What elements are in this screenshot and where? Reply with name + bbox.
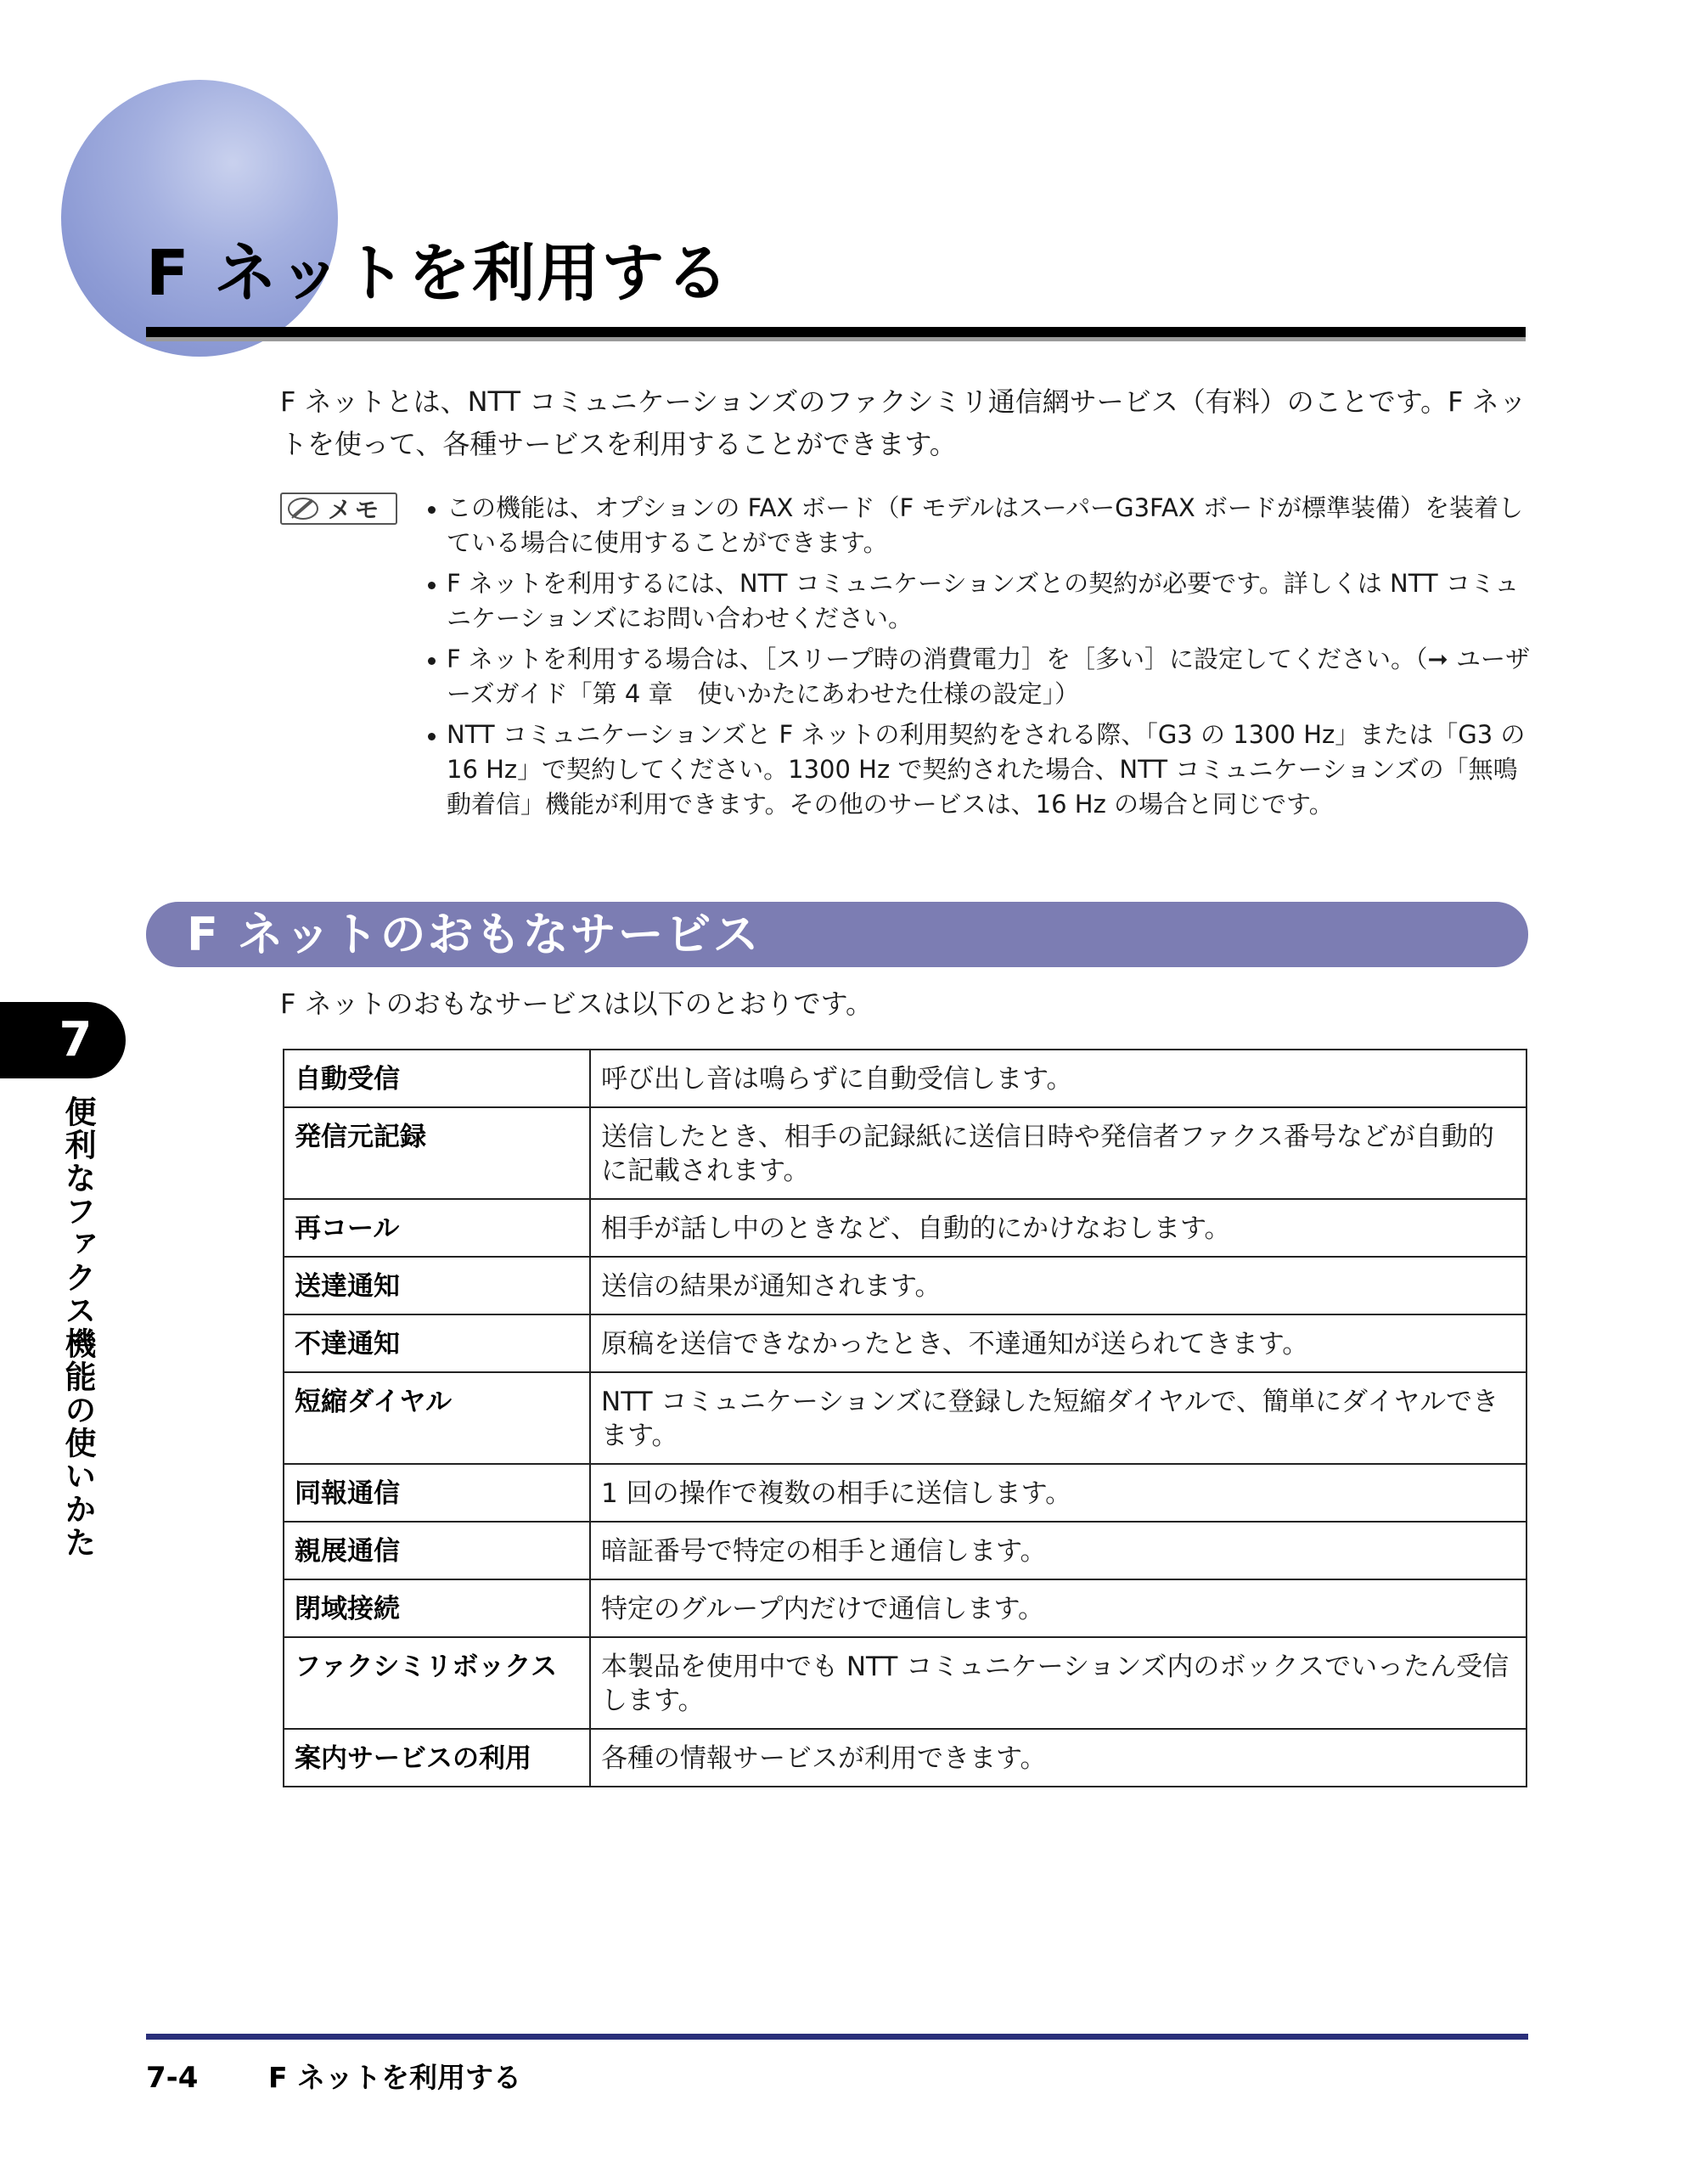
service-name: ファクシミリボックス (284, 1637, 590, 1729)
pencil-icon (287, 496, 319, 521)
section-title: F ネットのおもなサービス (187, 908, 761, 961)
chapter-title: 便利なファクス機能の使いかた (59, 1095, 96, 1559)
chapter-number: 7 (59, 1012, 93, 1067)
memo-item: NTT コミュニケーションズと F ネットの利用契約をされる際、「G3 の 1300 Hz」または「G3 の 16 Hz」で契約してください。1300 Hz で契約された場合、NTT コミュニケーションズの「無鳴動着信」機能が利用できます。その他のサービスは、16 Hz の場合と同じです。 (428, 718, 1532, 822)
service-name: 送達通知 (284, 1257, 590, 1314)
service-name: 不達通知 (284, 1314, 590, 1372)
section-header (146, 902, 1528, 967)
table-row (284, 1729, 1527, 1787)
service-description: 送信の結果が通知されます。 (590, 1257, 1527, 1314)
memo-label: メモ (328, 496, 383, 524)
service-name: 閉域接続 (284, 1579, 590, 1637)
table-row (284, 1314, 1527, 1372)
service-name: 自動受信 (284, 1050, 590, 1107)
service-name: 案内サービスの利用 (284, 1729, 590, 1787)
section-intro: F ネットのおもなサービスは以下のとおりです。 (280, 988, 874, 1020)
service-description: 特定のグループ内だけで通信します。 (590, 1579, 1527, 1637)
service-description: NTT コミュニケーションズに登録した短縮ダイヤルで、簡単にダイヤルできます。 (590, 1372, 1527, 1464)
memo-badge (280, 493, 397, 525)
memo-item: この機能は、オプションの FAX ボード（F モデルはスーパーG3FAX ボードが標準装備）を装着している場合に使用することができます。 (428, 491, 1532, 560)
service-name: 短縮ダイヤル (284, 1372, 590, 1464)
intro-paragraph: F ネットとは、NTT コミュニケーションズのファクシミリ通信網サービス（有料）のことです。F ネットを使って、各種サービスを利用することができます。 (280, 386, 1527, 460)
table-row (284, 1050, 1527, 1107)
service-description: 暗証番号で特定の相手と通信します。 (590, 1522, 1527, 1579)
service-description: 相手が話し中のときなど、自動的にかけなおします。 (590, 1199, 1527, 1257)
title-rule-shadow (146, 337, 1526, 341)
table-row (284, 1637, 1527, 1729)
service-name: 同報通信 (284, 1464, 590, 1522)
service-name: 親展通信 (284, 1522, 590, 1579)
service-description: 1 回の操作で複数の相手に送信します。 (590, 1464, 1527, 1522)
service-name: 再コール (284, 1199, 590, 1257)
services-table (283, 1049, 1527, 1787)
service-description: 本製品を使用中でも NTT コミュニケーションズ内のボックスでいったん受信します。 (590, 1637, 1527, 1729)
table-row (284, 1579, 1527, 1637)
service-description: 各種の情報サービスが利用できます。 (590, 1729, 1527, 1787)
table-row (284, 1372, 1527, 1464)
service-description: 送信したとき、相手の記録紙に送信日時や発信者ファクス番号などが自動的に記載されます。 (590, 1107, 1527, 1199)
table-row (284, 1107, 1527, 1199)
memo-item: F ネットを利用する場合は、［スリープ時の消費電力］を［多い］に設定してください。（➞ ユーザーズガイド「第 4 章 使いかたにあわせた仕様の設定」） (428, 642, 1532, 712)
page-title: F ネットを利用する (146, 237, 731, 310)
table-row (284, 1257, 1527, 1314)
table-row (284, 1199, 1527, 1257)
footer-rule (146, 2034, 1528, 2040)
service-description: 呼び出し音は鳴らずに自動受信します。 (590, 1050, 1527, 1107)
table-row (284, 1464, 1527, 1522)
table-row (284, 1522, 1527, 1579)
footer-title: F ネットを利用する (268, 2061, 522, 2094)
memo-list (428, 491, 1532, 828)
chapter-tab (0, 1002, 126, 1078)
memo-item: F ネットを利用するには、NTT コミュニケーションズとの契約が必要です。詳しくは NTT コミュニケーションズにお問い合わせください。 (428, 566, 1532, 636)
title-rule (146, 327, 1526, 337)
service-name: 発信元記録 (284, 1107, 590, 1199)
service-description: 原稿を送信できなかったとき、不達通知が送られてきます。 (590, 1314, 1527, 1372)
footer-page-number: 7-4 (146, 2061, 199, 2095)
